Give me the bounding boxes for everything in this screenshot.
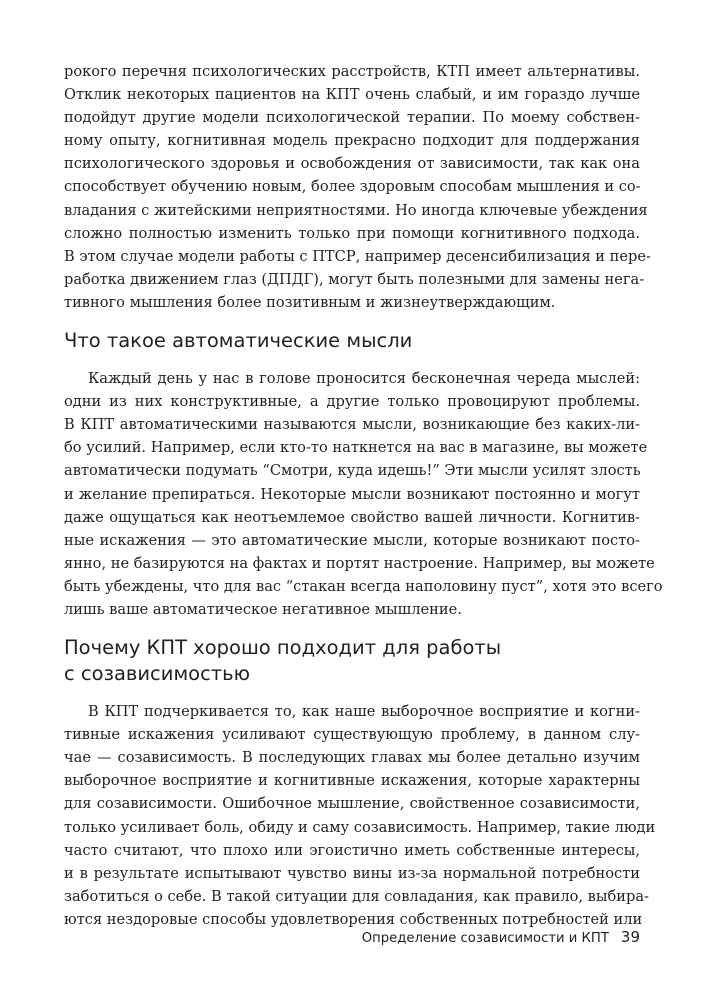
text-line: одни из них конструктивные, а другие только провоцируют проблемы. <box>64 393 640 411</box>
text-line: сложно полностью изменить только при помощи когнитивного подхода. <box>64 224 640 242</box>
text-line: способствует обучению новым, более здоровым способам мышления и со- <box>64 178 641 196</box>
text-line: В КПТ подчеркивается то, как наше выборочное восприятие и когни- <box>88 703 640 721</box>
text-line: для созависимости. Ошибочное мышление, свойственное созависимости, <box>64 795 640 813</box>
paragraph-2 <box>64 367 663 621</box>
text-line: даже ощущаться как неотъемлемое свойство вашей личности. Когнитив- <box>64 508 640 526</box>
text-line: работка движением глаз (ДПДГ), могут быть полезными для замены нега- <box>64 270 645 288</box>
page-number: 39 <box>620 928 640 946</box>
page-content <box>64 60 663 931</box>
text-line: янно, не базируются на фактах и портят настроение. Например, вы можете <box>64 554 655 572</box>
text-line: и желание препираться. Некоторые мысли возникают постоянно и могут <box>64 485 640 503</box>
text-line: владания с житейскими неприятностями. Но иногда ключевые убеждения <box>64 201 648 219</box>
text-line: ному опыту, когнитивная модель прекрасно подходит для поддержания <box>64 132 640 150</box>
text-line: бо усилий. Например, если кто-то наткнется на вас в магазине, вы можете <box>64 439 648 457</box>
paragraph-3 <box>64 700 656 931</box>
text-line: часто считают, что плохо или эгоистично иметь собственные интересы, <box>64 841 640 859</box>
text-line: тивного мышления более позитивным и жизнеутверждающим. <box>64 293 556 311</box>
heading-why-cbt <box>64 635 640 687</box>
text-line: ные искажения — это автоматические мысли, которые возникают посто- <box>64 531 640 549</box>
page-footer <box>64 928 640 946</box>
text-line: быть убеждены, что для вас “стакан всегда наполовину пуст”, хотя это всего <box>64 577 663 595</box>
running-title: Определение созависимости и КПТ <box>361 931 609 946</box>
text-line: Почему КПТ хорошо подходит для работы <box>64 636 502 660</box>
text-line: психологического здоровья и освобождения от зависимости, так как она <box>64 155 640 173</box>
text-line: с созависимостью <box>64 662 251 686</box>
text-line: В КПТ автоматическими называются мысли, возникающие без каких-ли- <box>64 416 640 434</box>
text-line: автоматически подумать “Смотри, куда идешь!” Эти мысли усилят злость <box>64 462 641 480</box>
text-line: рокого перечня психологических расстройств, КТП имеет альтернативы. <box>64 63 640 80</box>
text-line: подойдут другие модели психологической терапии. По моему собствен- <box>64 109 640 127</box>
text-line: только усиливает боль, обиду и саму созависимость. Например, такие люди <box>64 818 656 836</box>
text-line: ются нездоровые способы удовлетворения собственных потребностей или <box>64 910 643 928</box>
text-line: и в результате испытывают чувство вины из-за нормальной потребности <box>64 864 640 882</box>
paragraph-1 <box>64 60 651 314</box>
text-line: чае — созависимость. В последующих главах мы более детально изучим <box>64 749 640 767</box>
text-line: заботиться о себе. В такой ситуации для совладания, как правило, выбира- <box>64 887 649 905</box>
heading-automatic-thoughts <box>64 328 640 354</box>
text-line: лишь ваше автоматическое негативное мышление. <box>64 600 462 618</box>
text-line: выборочное восприятие и когнитивные искажения, которые характерны <box>64 772 640 790</box>
text-line: тивные искажения усиливают существующую проблему, в данном слу- <box>64 726 640 744</box>
text-line: В этом случае модели работы с ПТСР, например десенсибилизация и пере- <box>64 247 651 265</box>
text-line: Что такое автоматические мысли <box>64 329 413 353</box>
text-line: Отклик некоторых пациентов на КПТ очень слабый, и им гораздо лучше <box>64 86 640 104</box>
text-line: Каждый день у нас в голове проносится бесконечная череда мыслей: <box>88 370 640 388</box>
